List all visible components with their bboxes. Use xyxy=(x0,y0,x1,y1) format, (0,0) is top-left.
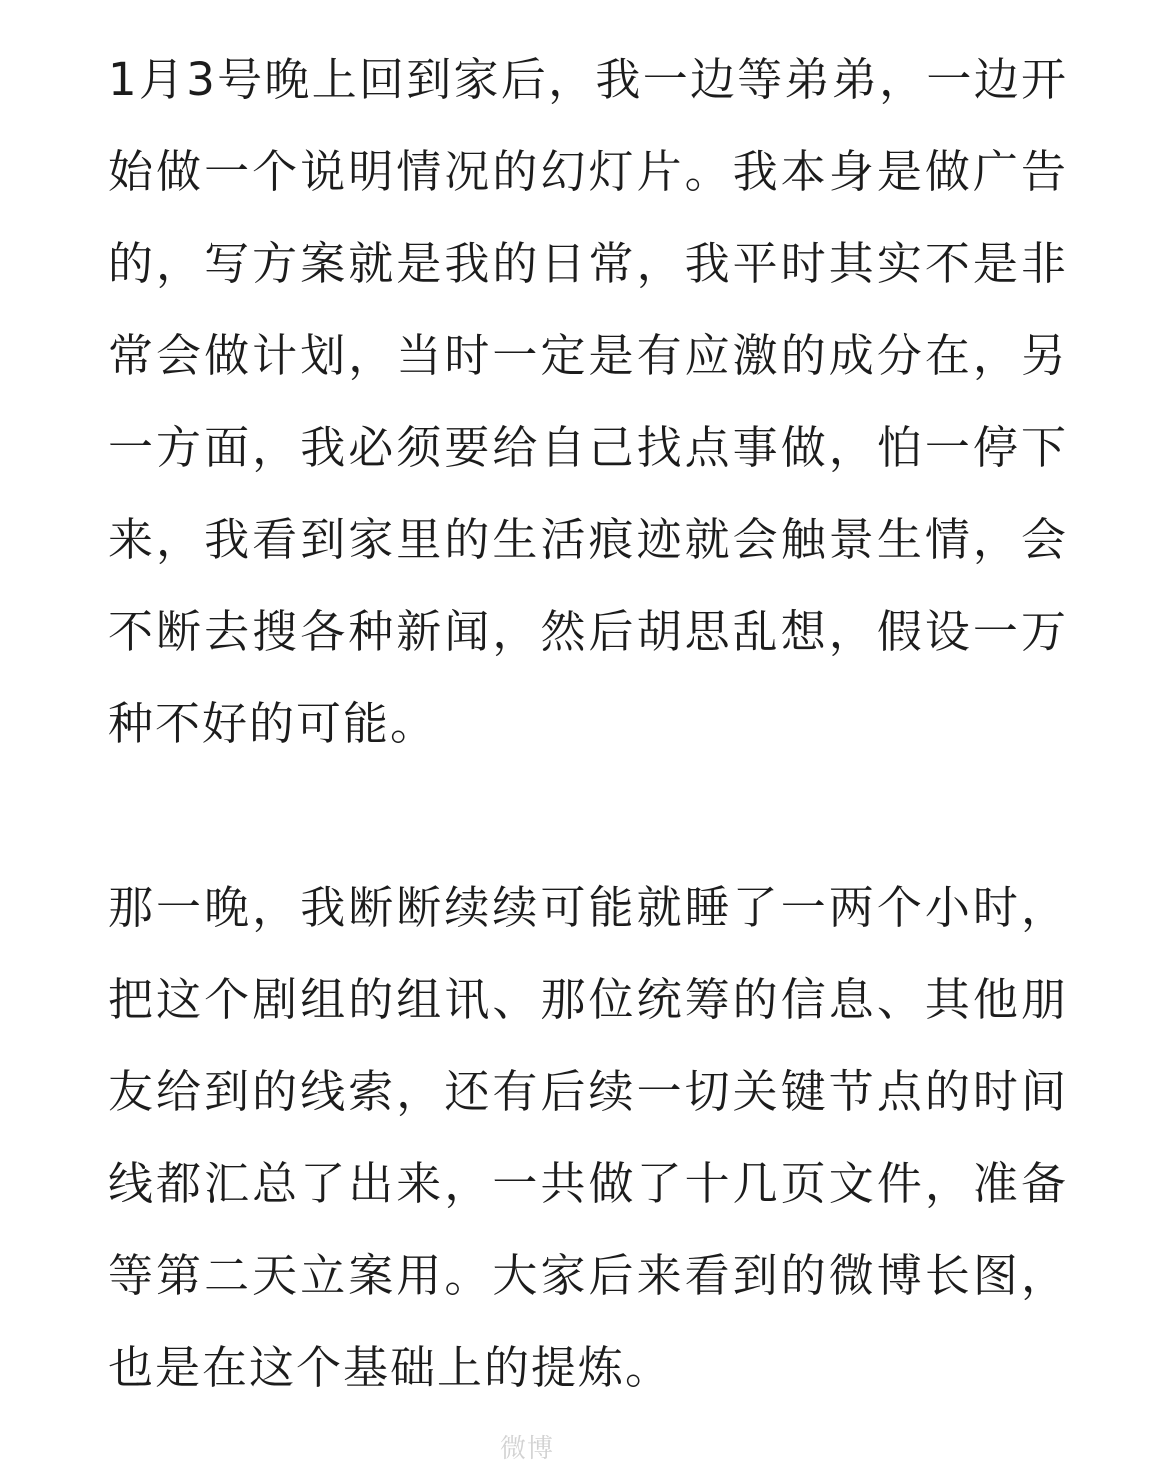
article-body xyxy=(108,34,1068,1414)
watermark: 微博 xyxy=(500,1434,555,1464)
paragraph-2: 那一晚，我断断续续可能就睡了一两个小时，把这个剧组的组讯、那位统筹的信息、其他朋友给到的线索，还有后续一切关键节点的时间线都汇总了出来，一共做了十几页文件，准备等第二天立案用。大家后来看到的微博长图，也是在这个基础上的提炼。 xyxy=(108,881,1068,1394)
paragraph-1: 1月3号晚上回到家后，我一边等弟弟，一边开始做一个说明情况的幻灯片。我本身是做广告的，写方案就是我的日常，我平时其实不是非常会做计划，当时一定是有应激的成分在，另一方面，我必须要给自己找点事做，怕一停下来，我看到家里的生活痕迹就会触景生情，会不断去搜各种新闻，然后胡思乱想，假设一万种不好的可能。 xyxy=(108,53,1068,750)
